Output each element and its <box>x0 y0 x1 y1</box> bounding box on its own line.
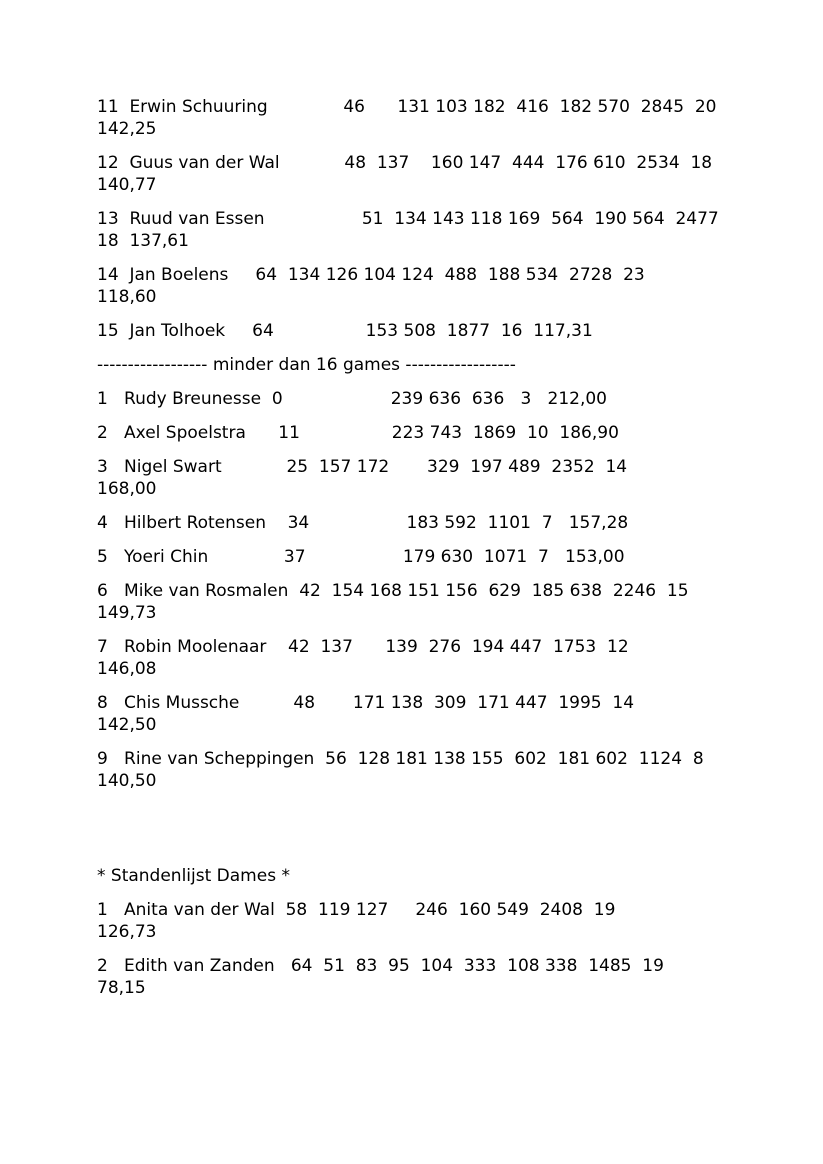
row-line: 9 Rine van Scheppingen 56 128 181 138 155 602 181 602 1124 8 <box>97 749 704 769</box>
standings-row-men-under-3 <box>97 456 793 500</box>
row-wrap-line: 140,50 <box>97 771 157 791</box>
row-line: 14 Jan Boelens 64 134 126 104 124 488 188 534 2728 23 <box>97 265 645 285</box>
row-wrap-line: 18 137,61 <box>97 231 189 251</box>
standings-row-men-under-7 <box>97 636 793 680</box>
row-line: 6 Mike van Rosmalen 42 154 168 151 156 629 185 638 2246 15 <box>97 581 689 601</box>
standings-row-men-under-2 <box>97 422 793 444</box>
standings-row-men-over-11 <box>97 96 793 140</box>
standings-row-men-over-14 <box>97 264 793 308</box>
standings-row-men-under-5 <box>97 546 793 568</box>
row-line: 2 Axel Spoelstra 11 223 743 1869 10 186,90 <box>97 423 619 443</box>
standings-row-men-over-15 <box>97 320 793 342</box>
standings-row-men-under-6 <box>97 580 793 624</box>
row-line: 13 Ruud van Essen 51 134 143 118 169 564 190 564 2477 <box>97 209 719 229</box>
row-line: 15 Jan Tolhoek 64 153 508 1877 16 117,31 <box>97 321 593 341</box>
row-line: 4 Hilbert Rotensen 34 183 592 1101 7 157,28 <box>97 513 629 533</box>
section-separator <box>97 354 793 376</box>
standings-row-dames-1 <box>97 899 793 943</box>
separator-text: ------------------ minder dan 16 games ------------------ <box>97 355 516 375</box>
row-wrap-line: 140,77 <box>97 175 157 195</box>
row-wrap-line: 78,15 <box>97 978 146 998</box>
row-line: 2 Edith van Zanden 64 51 83 95 104 333 108 338 1485 19 <box>97 956 664 976</box>
row-line: 11 Erwin Schuuring 46 131 103 182 416 182 570 2845 20 <box>97 97 717 117</box>
standings-row-men-under-9 <box>97 748 793 792</box>
row-line: 5 Yoeri Chin 37 179 630 1071 7 153,00 <box>97 547 625 567</box>
row-wrap-line: 126,73 <box>97 922 157 942</box>
row-wrap-line: 149,73 <box>97 603 157 623</box>
row-wrap-line: 168,00 <box>97 479 157 499</box>
row-line: 12 Guus van der Wal 48 137 160 147 444 176 610 2534 18 <box>97 153 713 173</box>
dames-title-text: * Standenlijst Dames * <box>97 866 290 886</box>
row-line: 8 Chis Mussche 48 171 138 309 171 447 1995 14 <box>97 693 635 713</box>
row-line: 3 Nigel Swart 25 157 172 329 197 489 2352 14 <box>97 457 628 477</box>
row-line: 7 Robin Moolenaar 42 137 139 276 194 447 1753 12 <box>97 637 629 657</box>
standings-row-men-under-1 <box>97 388 793 410</box>
standings-row-men-over-13 <box>97 208 793 252</box>
row-line: 1 Rudy Breunesse 0 239 636 636 3 212,00 <box>97 389 607 409</box>
section-gap <box>97 804 793 865</box>
row-wrap-line: 146,08 <box>97 659 157 679</box>
dames-title <box>97 865 793 887</box>
standings-row-men-over-12 <box>97 152 793 196</box>
row-wrap-line: 142,25 <box>97 119 157 139</box>
row-wrap-line: 118,60 <box>97 287 157 307</box>
row-line: 1 Anita van der Wal 58 119 127 246 160 549 2408 19 <box>97 900 616 920</box>
row-wrap-line: 142,50 <box>97 715 157 735</box>
standings-row-dames-2 <box>97 955 793 999</box>
standings-row-men-under-8 <box>97 692 793 736</box>
standings-row-men-under-4 <box>97 512 793 534</box>
